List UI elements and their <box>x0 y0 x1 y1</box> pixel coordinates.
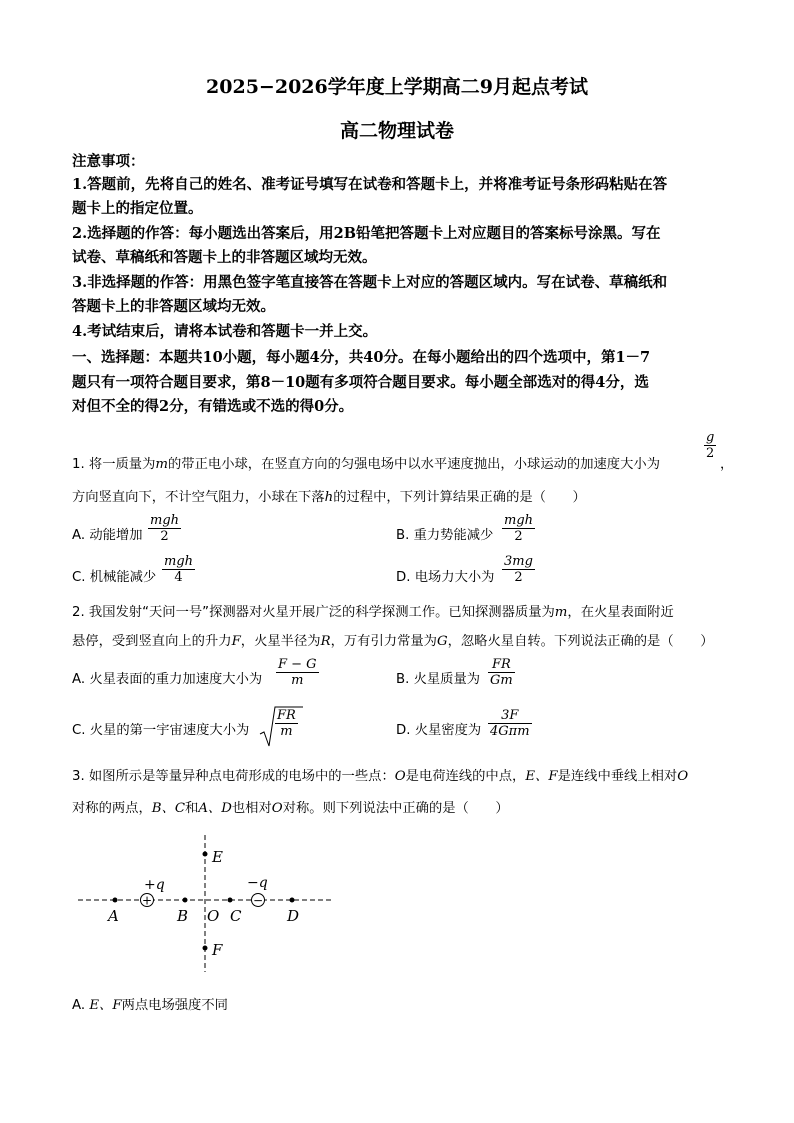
q1-stem-line1: 1. 将一质量为m的带正电小球，在竖直方向的匀强电场中以水平速度抛出，小球运动的加速度大小为 <box>72 457 660 472</box>
negative-charge-sign: − <box>252 893 264 908</box>
notice-line: 3.非选择题的作答：用黑色签字笔直接答在答题卡上对应的答题区域内。写在试卷、草稿纸和 <box>72 274 668 291</box>
q3-field-figure <box>70 830 340 980</box>
label-f: F <box>212 941 223 959</box>
label-b: B <box>177 907 189 925</box>
q1-stem-line2: 方向竖直向下，不计空气阻力，小球在下落h的过程中，下列计算结果正确的是（ ） <box>72 490 586 505</box>
section-instructions: 一、选择题：本题共10小题，每小题4分，共40分。在每小题给出的四个选项中，第1－7 <box>72 349 651 366</box>
q2-option-a[interactable]: A. 火星表面的重力加速度大小为 <box>72 672 263 687</box>
q1-option-b[interactable]: B. 重力势能减少 <box>396 528 494 543</box>
notice-line: 1.答题前，先将自己的姓名、准考证号填写在试卷和答题卡上，并将准考证号条形码粘贴在答 <box>72 176 668 193</box>
exam-subtitle: 高二物理试卷 <box>339 120 454 142</box>
q2-option-c-fraction: $\frac{FR}{m}$ <box>277 708 296 739</box>
q1-option-b-fraction: mgh 2 <box>504 513 534 544</box>
point-d-dot <box>290 898 295 903</box>
notice-line: 试卷、草稿纸和答题卡上的非答题区域均无效。 <box>72 249 377 266</box>
q2-option-d-fraction: 3F 4Gπm <box>490 708 530 739</box>
section-instructions: 题只有一项符合题目要求，第8－10题有多项符合题目要求。每小题全部选对的得4分，选 <box>72 374 649 391</box>
label-e: E <box>212 848 223 866</box>
q2-option-b-fraction: $\frac{FR}{Gm}$ <box>490 657 513 688</box>
positive-charge-sign: + <box>141 893 153 908</box>
q2-stem-line2: 悬停，受到竖直向上的升力F，火星半径为R，万有引力常量为G，忽略火星自转。下列说法正确的是（ ） <box>72 634 714 649</box>
exam-title: 2025−2026学年度上学期高二9月起点考试 <box>206 76 588 98</box>
q2-option-a-fraction: $\frac{F - G}{m}$ <box>278 657 317 688</box>
q1-fraction-g-over-2: $\frac{g}{2}$ <box>706 430 715 461</box>
q2-option-c-sqrt <box>259 704 303 754</box>
q2-option-b[interactable]: B. 火星质量为 <box>396 672 481 687</box>
label-c: C <box>230 907 242 925</box>
label-a: A <box>108 907 119 925</box>
q1-option-c-fraction: mgh 4 <box>164 554 194 585</box>
q2-option-d[interactable]: D. 火星密度为 <box>396 723 482 738</box>
label-o: O <box>207 907 220 925</box>
point-a-dot <box>113 898 118 903</box>
q2-stem-line1: 2. 我国发射“天问一号”探测器对火星开展广泛的科学探测工作。已知探测器质量为m，在火星表面附近 <box>72 605 674 620</box>
point-e-dot <box>203 852 208 857</box>
notice-heading: 注意事项： <box>72 153 145 170</box>
q1-option-d[interactable]: D. 电场力大小为 <box>396 570 495 585</box>
q1-option-c[interactable]: C. 机械能减少 <box>72 570 157 585</box>
q1-comma: ， <box>720 457 734 472</box>
section-instructions: 对但不全的得2分，有错选或不选的得0分。 <box>72 398 354 415</box>
label-d: D <box>287 907 300 925</box>
q3-stem-line1: 3. 如图所示是等量异种点电荷形成的电场中的一些点：O是电荷连线的中点，E、F是连线中垂线上相对O <box>72 769 689 784</box>
label-minus-q: −q <box>247 875 268 891</box>
q3-option-a[interactable]: A. E、F两点电场强度不同 <box>72 998 228 1013</box>
q1-option-d-fraction: $\frac{3mg}{2}$ <box>504 554 533 585</box>
q1-option-a[interactable]: A. 动能增加 <box>72 528 143 543</box>
notice-line: 4.考试结束后，请将本试卷和答题卡一并上交。 <box>72 323 378 340</box>
notice-line: 题卡上的指定位置。 <box>72 200 203 217</box>
point-c-dot <box>228 898 233 903</box>
point-f-dot <box>203 946 208 951</box>
label-plus-q: +q <box>144 877 165 893</box>
point-b-dot <box>183 898 188 903</box>
q3-stem-line2: 对称的两点，B、C和A、D也相对O对称。则下列说法中正确的是（ ） <box>72 801 509 816</box>
notice-line: 答题卡上的非答题区域均无效。 <box>72 298 275 315</box>
q2-option-c[interactable]: C. 火星的第一宇宙速度大小为 <box>72 723 250 738</box>
q1-option-a-fraction: mgh 2 <box>150 513 180 544</box>
notice-line: 2.选择题的作答：每小题选出答案后，用2B铅笔把答题卡上对应题目的答案标号涂黑。写在 <box>72 225 661 242</box>
